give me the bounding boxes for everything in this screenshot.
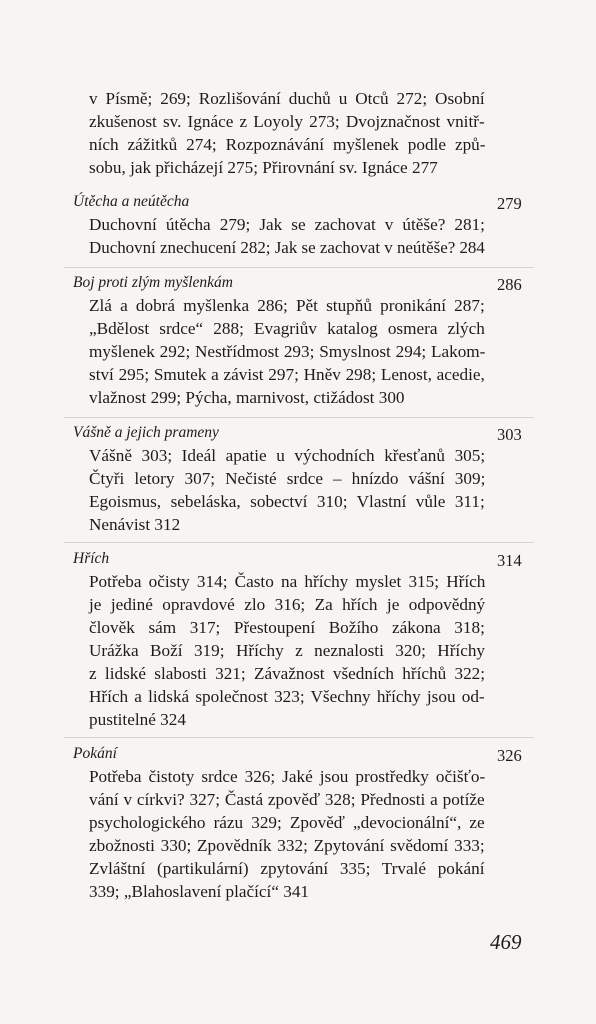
section-divider bbox=[64, 542, 534, 543]
section-page-number: 326 bbox=[497, 746, 522, 765]
section-divider bbox=[64, 737, 534, 738]
entry-line: zkušenost sv. Ignáce z Loyoly 273; Dvojznačnost vnitř- bbox=[89, 112, 485, 131]
entry-line: Duchovní znechucení 282; Jak se zachovat v neútěše? 284 bbox=[89, 238, 485, 257]
page-number: 469 bbox=[490, 930, 522, 954]
section-page-number: 286 bbox=[497, 275, 522, 294]
section-title: Pokání bbox=[73, 745, 117, 762]
entry-line: Zvláštní (partikulární) zpytování 335; Trvalé pokání bbox=[89, 859, 485, 878]
entry-line: je jediné opravdové zlo 316; Za hřích je odpovědný bbox=[89, 595, 486, 614]
section-divider bbox=[64, 417, 534, 418]
entry-line: člověk sám 317; Přestoupení Božího zákona 318; bbox=[89, 618, 485, 637]
entry-line: psychologického rázu 329; Zpověď „devocionální“, ze bbox=[89, 813, 485, 832]
entry-line: sobu, jak přicházejí 275; Přirovnání sv. Ignáce 277 bbox=[89, 158, 438, 177]
section-title: Boj proti zlým myšlenkám bbox=[73, 274, 233, 291]
section-page-number: 303 bbox=[497, 425, 522, 444]
entry-line: Potřeba čistoty srdce 326; Jaké jsou prostředky očišťo- bbox=[89, 767, 486, 786]
entry-line: Nenávist 312 bbox=[89, 515, 181, 534]
entry-line: z lidské slabosti 321; Závažnost všedních hříchů 322; bbox=[89, 664, 486, 683]
section-page-number: 314 bbox=[497, 551, 522, 570]
entry-line: ních zážitků 274; Rozpoznávání myšlenek podle způ- bbox=[89, 135, 486, 154]
section-page-number: 279 bbox=[497, 194, 522, 213]
entry-line: Hřích a lidská společnost 323; Všechny hříchy jsou od- bbox=[89, 687, 485, 706]
entry-line: „Bdělost srdce“ 288; Evagriův katalog osmera zlých bbox=[89, 319, 485, 338]
entry-line: pustitelné 324 bbox=[89, 710, 186, 729]
entry-line: 339; „Blahoslavení plačící“ 341 bbox=[89, 882, 310, 901]
entry-line: ství 295; Smutek a závist 297; Hněv 298; Lenost, acedie, bbox=[89, 365, 485, 384]
entry-line: Čtyři letory 307; Nečisté srdce – hnízdo vášní 309; bbox=[89, 469, 486, 488]
entry-line: Vášně 303; Ideál apatie u východních křesťanů 305; bbox=[89, 446, 486, 465]
entry-line: Zlá a dobrá myšlenka 286; Pět stupňů pronikání 287; bbox=[89, 296, 485, 315]
entry-line: zbožnosti 330; Zpovědník 332; Zpytování svědomí 333; bbox=[89, 836, 485, 855]
section-title: Hřích bbox=[73, 550, 110, 567]
section-divider bbox=[64, 267, 534, 268]
entry-line: vlažnost 299; Pýcha, marnivost, ctižádost 300 bbox=[89, 388, 405, 407]
entry-line: Duchovní útěcha 279; Jak se zachovat v útěše? 281; bbox=[89, 215, 485, 234]
entry-line: vání v církvi? 327; Častá zpověď 328; Přednosti a potíže bbox=[89, 790, 485, 809]
entry-line: v Písmě; 269; Rozlišování duchů u Otců 272; Osobní bbox=[89, 89, 485, 108]
section-title: Vášně a jejich prameny bbox=[73, 424, 219, 441]
section-title: Útěcha a neútěcha bbox=[73, 193, 190, 210]
entry-line: Potřeba očisty 314; Často na hříchy myslet 315; Hřích bbox=[89, 572, 486, 591]
entry-line: myšlenek 292; Nestřídmost 293; Smyslnost 294; Lakom- bbox=[89, 342, 486, 361]
entry-line: Egoismus, sebeláska, sobectví 310; Vlastní vůle 311; bbox=[89, 492, 485, 511]
entry-line: Urážka Boží 319; Hříchy z neznalosti 320; Hříchy bbox=[89, 641, 486, 660]
